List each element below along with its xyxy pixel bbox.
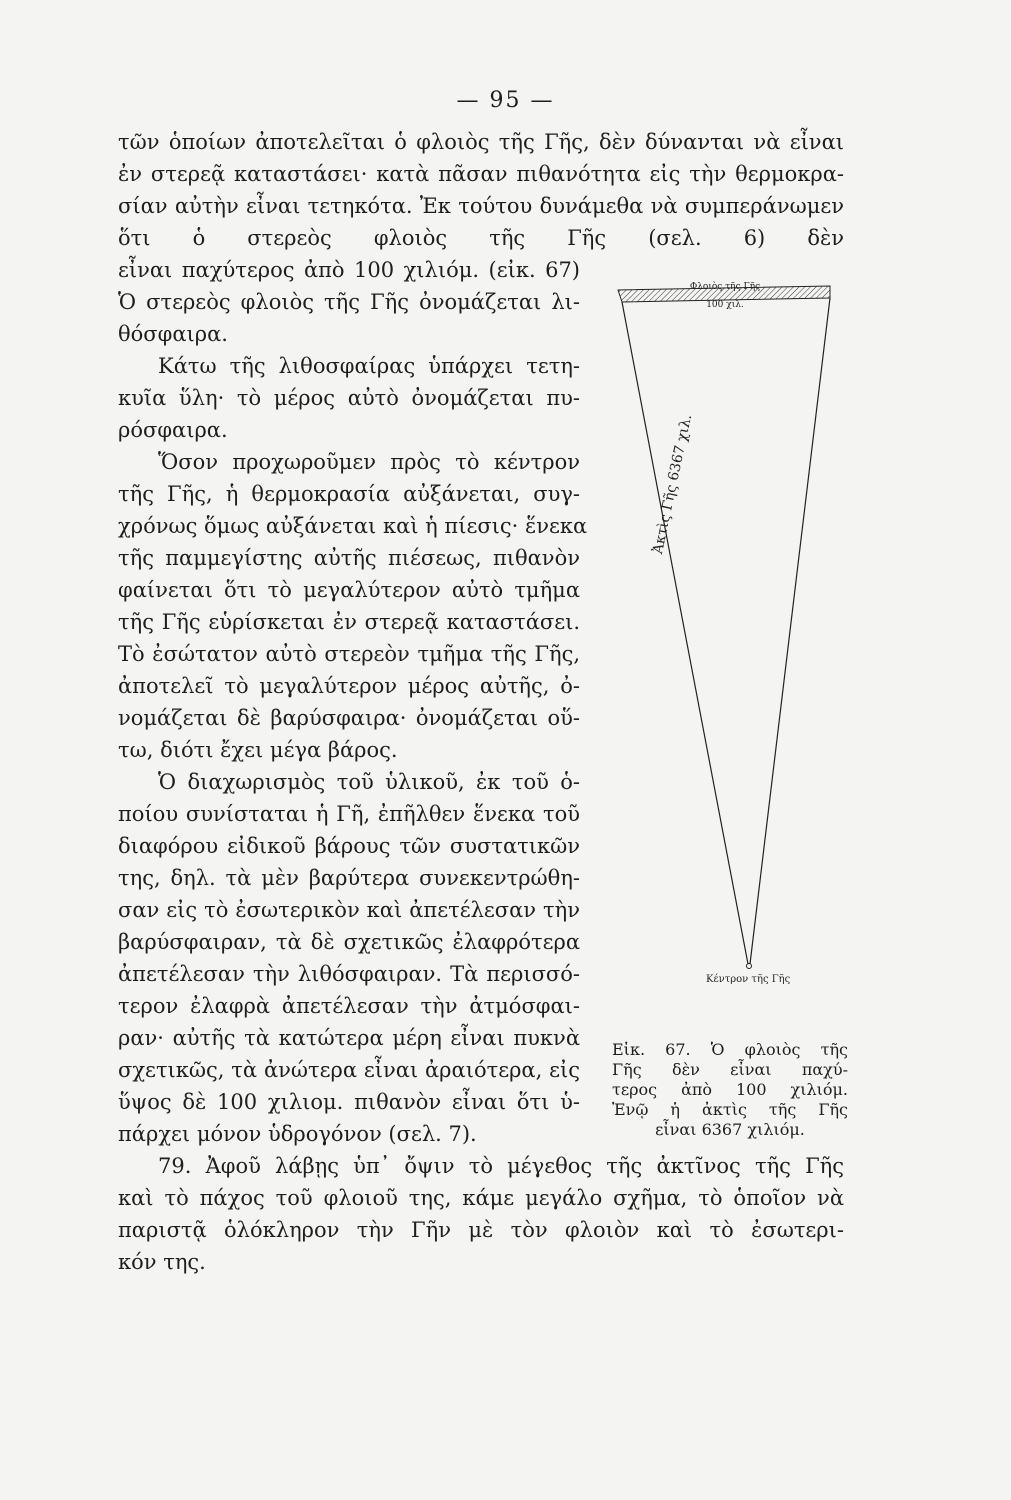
- text-line: Κάτω τῆς λιθοσφαίρας ὑπάρχει τετη-: [158, 354, 580, 378]
- text-line: τω, διότι ἔχει μέγα βάρος.: [118, 738, 398, 762]
- caption-line: Ἐνῷ ἡ ἀκτὶς τῆς Γῆς: [612, 1100, 848, 1119]
- text-line: ποίου συνίσταται ἡ Γῆ, ἐπῆλθεν ἕνεκα τοῦ: [118, 802, 580, 826]
- text-line: ραν· αὐτῆς τὰ κατώτερα μέρη εἶναι πυκνὰ: [118, 1026, 580, 1050]
- caption-line: Εἰκ. 67. Ὁ φλοιὸς τῆς: [612, 1040, 848, 1059]
- caption-line: εἶναι 6367 χιλιόμ.: [655, 1120, 805, 1139]
- text-line: χρόνως ὅμως αὐξάνεται καὶ ἡ πίεσις· ἕνεκα: [118, 514, 588, 538]
- text-line: Ὁ στερεὸς φλοιὸς τῆς Γῆς ὀνομάζεται λι-: [118, 290, 580, 314]
- text-line: νομάζεται δὲ βαρύσφαιρα· ὀνομάζεται οὕ-: [118, 706, 580, 730]
- text-line: ἀπετέλεσαν τὴν λιθόσφαιραν. Τὰ περισσό-: [118, 962, 580, 986]
- crust-thickness-label: 100 χιλ.: [706, 300, 744, 310]
- text-line: 79. Ἀφοῦ λάβῃς ὑπ᾽ ὄψιν τὸ μέγεθος τῆς ἀκτῖνος τῆς Γῆς: [158, 1154, 844, 1178]
- caption-line: Γῆς δὲν εἶναι παχύ-: [612, 1060, 848, 1079]
- text-line: σχετικῶς, τὰ ἀνώτερα εἶναι ἀραιότερα, εἰς: [118, 1058, 580, 1082]
- text-line: καὶ τὸ πάχος τοῦ φλοιοῦ της, κάμε μεγάλο σχῆμα, τὸ ὁποῖον νὰ: [118, 1186, 844, 1210]
- caption-line: τερος ἀπὸ 100 χιλιόμ.: [612, 1080, 848, 1099]
- text-line: της, δηλ. τὰ μὲν βαρύτερα συνεκεντρώθη-: [118, 866, 580, 890]
- text-line: ὕψος δὲ 100 χιλιομ. πιθανὸν εἶναι ὅτι ὑ-: [118, 1090, 580, 1114]
- wedge-left-edge: [622, 302, 748, 964]
- text-line: Ὁ διαχωρισμὸς τοῦ ὑλικοῦ, ἐκ τοῦ ὁ-: [158, 770, 580, 794]
- text-line: πάρχει μόνον ὑδρογόνον (σελ. 7).: [118, 1122, 477, 1146]
- text-line: τῆς Γῆς, ἡ θερμοκρασία αὐξάνεται, συγ-: [118, 482, 580, 506]
- figure-caption: [612, 1040, 848, 1140]
- text-line: ρόσφαιρα.: [118, 418, 228, 442]
- text-line: τερον ἐλαφρὰ ἀπετέλεσαν τὴν ἀτμόσφαι-: [118, 994, 580, 1018]
- page-number: — 95 —: [456, 88, 555, 113]
- crust-label: Φλοιὸς τῆς Γῆς: [689, 282, 761, 292]
- figure-earth-wedge: [610, 272, 850, 1002]
- text-line: βαρύσφαιραν, τὰ δὲ σχετικῶς ἐλαφρότερα: [118, 930, 580, 954]
- text-line: ἀποτελεῖ τὸ μεγαλύτερον μέρος αὐτῆς, ὀ-: [118, 674, 580, 698]
- center-point: [747, 964, 752, 969]
- text-line: παριστᾷ ὁλόκληρον τὴν Γῆν μὲ τὸν φλοιὸν καὶ τὸ ἐσωτερι-: [118, 1218, 844, 1242]
- text-line: κόν της.: [118, 1250, 206, 1274]
- text-line: τῆς Γῆς εὑρίσκεται ἐν στερεᾷ καταστάσει.: [118, 610, 580, 634]
- text-line: σίαν αὐτὴν εἶναι τετηκότα. Ἐκ τούτου δυνάμεθα νὰ συμπεράνωμεν: [118, 194, 844, 218]
- text-line: τῶν ὁποίων ἀποτελεῖται ὁ φλοιὸς τῆς Γῆς, δὲν δύνανται νὰ εἶναι: [118, 130, 844, 154]
- text-line: ὅτι ὁ στερεὸς φλοιὸς τῆς Γῆς (σελ. 6) δὲν: [118, 226, 844, 250]
- text-line: διαφόρου εἰδικοῦ βάρους τῶν συστατικῶν: [118, 834, 580, 858]
- text-line: ἐν στερεᾷ καταστάσει· κατὰ πᾶσαν πιθανότητα εἰς τὴν θερμοκρα-: [118, 162, 844, 186]
- text-line: Τὸ ἐσώτατον αὐτὸ στερεὸν τμῆμα τῆς Γῆς,: [118, 642, 580, 666]
- text-line: κυῖα ὕλη· τὸ μέρος αὐτὸ ὀνομάζεται πυ-: [118, 386, 580, 410]
- text-line: θόσφαιρα.: [118, 322, 228, 346]
- radius-label: Ἀκτὶς Γῆς 6367 χιλ.: [650, 412, 696, 556]
- text-line: φαίνεται ὅτι τὸ μεγαλύτερον αὐτὸ τμῆμα: [118, 578, 580, 602]
- text-line: εἶναι παχύτερος ἀπὸ 100 χιλιόμ. (εἰκ. 67): [118, 258, 580, 282]
- center-label: Κέντρον τῆς Γῆς: [706, 974, 791, 985]
- text-line: Ὅσον προχωροῦμεν πρὸς τὸ κέντρον: [158, 450, 580, 474]
- wedge-right-edge: [750, 298, 830, 964]
- text-line: τῆς παμμεγίστης αὐτῆς πιέσεως, πιθανὸν: [118, 546, 580, 570]
- wedge-diagram: [610, 272, 850, 1002]
- text-line: σαν εἰς τὸ ἐσωτερικὸν καὶ ἀπετέλεσαν τὴν: [118, 898, 580, 922]
